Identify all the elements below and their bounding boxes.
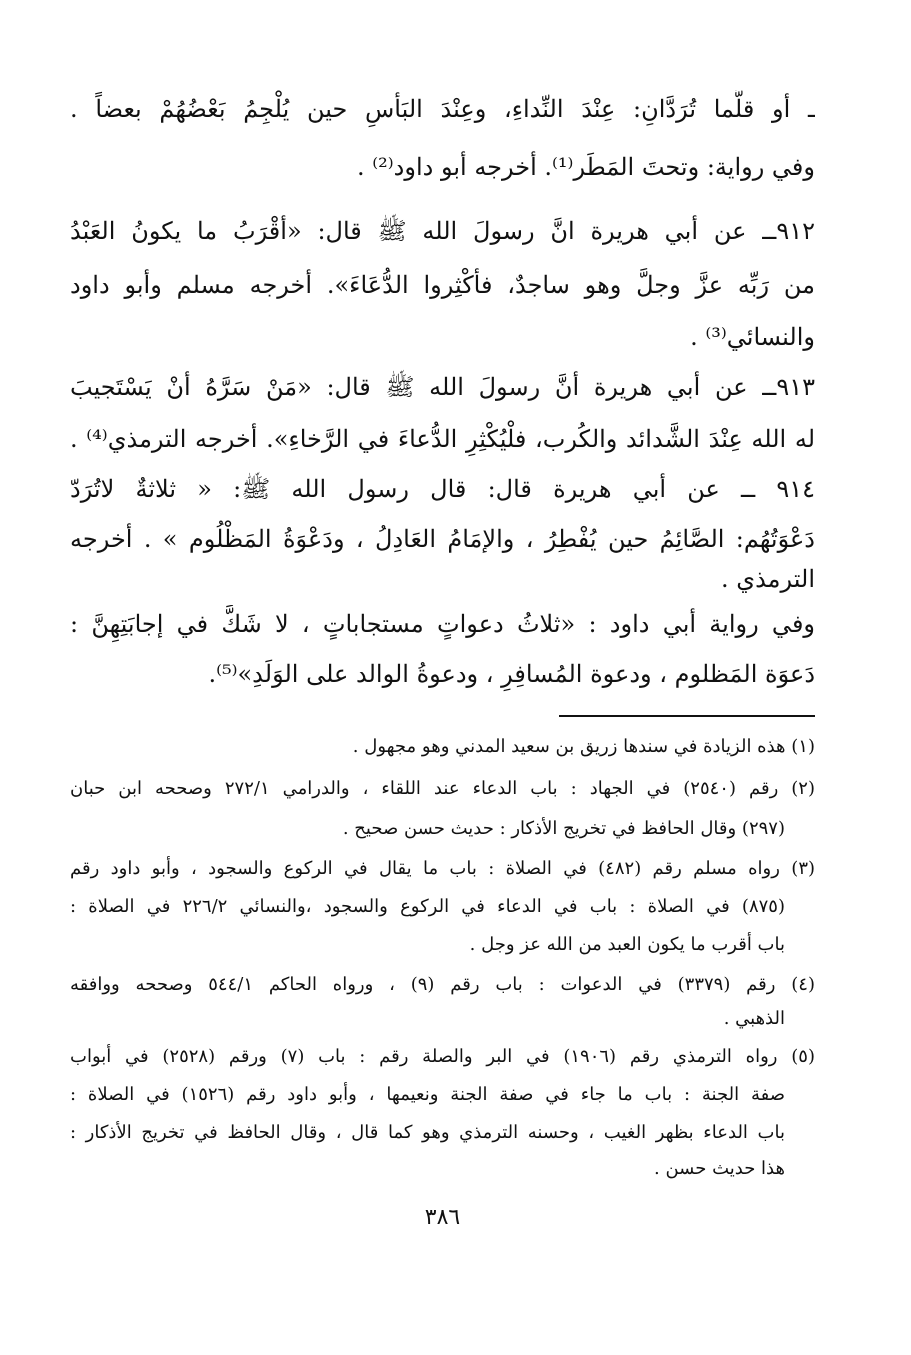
- text-line: والنسائي⁽³⁾ .: [690, 323, 815, 351]
- footnote-line: صفة الجنة : باب ما جاء في صفة الجنة ونعيمها ، وأبو داود رقم (١٥٢٦) في الصلاة :: [70, 1084, 785, 1105]
- text-line: دَعوَة المَظلوم ، ودعوة المُسافِرِ ، ودعوةُ الوالد على الوَلَدِ»⁽⁵⁾.: [208, 660, 815, 688]
- footnote-line: (٢٩٧) وقال الحافظ في تخريج الأذكار : حديث حسن صحيح .: [342, 818, 785, 839]
- text-line: وفي رواية أبي داود : «ثلاثُ دعواتٍ مستجاباتٍ ، لا شَكَّ في إجابَتِهِنَّ :: [70, 610, 815, 638]
- footnote-line: باب أقرب ما يكون العبد من الله عز وجل .: [469, 934, 785, 955]
- footnote-line: الذهبي .: [723, 1008, 785, 1029]
- footnote-separator: [559, 715, 815, 717]
- text-line: من رَبِّه عزَّ وجلَّ وهو ساجدٌ، فأكْثِروا الدُّعَاءَ». أخرجه مسلم وأبو داود: [70, 271, 815, 299]
- footnote-line: هذا حديث حسن .: [654, 1158, 785, 1179]
- footnote-line: (٤) رقم (٣٣٧٩) في الدعوات : باب رقم (٩) ، ورواه الحاكم ٥٤٤/١ وصححه ووافقه: [70, 974, 815, 995]
- text-line: الترمذي .: [721, 565, 815, 593]
- text-line: ٩١٣ــ عن أبي هريرة أنَّ رسولَ الله ﷺ قال: «مَنْ سَرَّهُ أنْ يَسْتَجيبَ: [70, 373, 815, 401]
- footnote-line: (٢) رقم (٢٥٤٠) في الجهاد : باب الدعاء عند اللقاء ، والدرامي ٢٧٢/١ وصححه ابن حبان: [70, 778, 815, 799]
- text-line: ٩١٤ ــ عن أبي هريرة قال: قال رسول الله ﷺ: « ثلاثةٌ لاتُرَدّ: [70, 475, 815, 503]
- text-line: وفي رواية: وتحتَ المَطَر⁽¹⁾. أخرجه أبو داود⁽²⁾ .: [357, 153, 815, 181]
- footnote-line: (٨٧٥) في الصلاة : باب في الدعاء في الركوع والسجود ،والنسائي ٢٢٦/٢ في الصلاة :: [70, 896, 785, 917]
- text-line: ـ أو قلَّما تُرَدَّانِ: عِنْدَ النِّداءِ، وعِنْدَ البَأسِ حين يُلْجِمُ بَعْضُهُمْ بعضاً .: [70, 95, 815, 123]
- footnote-line: (٥) رواه الترمذي رقم (١٩٠٦) في البر والصلة رقم : باب (٧) ورقم (٢٥٢٨) في أبواب: [70, 1046, 815, 1067]
- footnote-line: (٣) رواه مسلم رقم (٤٨٢) في الصلاة : باب ما يقال في الركوع والسجود ، وأبو داود رقم: [70, 858, 815, 879]
- footnote-line: (١) هذه الزيادة في سندها زريق بن سعيد المدني وهو مجهول .: [352, 736, 815, 757]
- text-line: دَعْوَتُهُم: الصَّائِمُ حين يُفْطِرُ ، والإمَامُ العَادِلُ ، ودَعْوَةُ المَظْلُوم » . أخرجه: [70, 525, 815, 553]
- page-number: ٣٨٦: [424, 1205, 461, 1230]
- book-page: [70, 90, 815, 1290]
- text-line: ٩١٢ــ عن أبي هريرة انَّ رسولَ الله ﷺ قال: «أقْرَبُ ما يكونُ العَبْدُ: [70, 217, 815, 245]
- text-line: له الله عِنْدَ الشَّدائد والكُرب، فلْيُكْثِرِ الدُّعاءَ في الرَّخاءِ». أخرجه الترمذي⁽⁴⁾ .: [70, 425, 815, 453]
- footnote-line: باب الدعاء بظهر الغيب ، وحسنه الترمذي وهو كما قال ، وقال الحافظ في تخريج الأذكار :: [70, 1122, 785, 1143]
